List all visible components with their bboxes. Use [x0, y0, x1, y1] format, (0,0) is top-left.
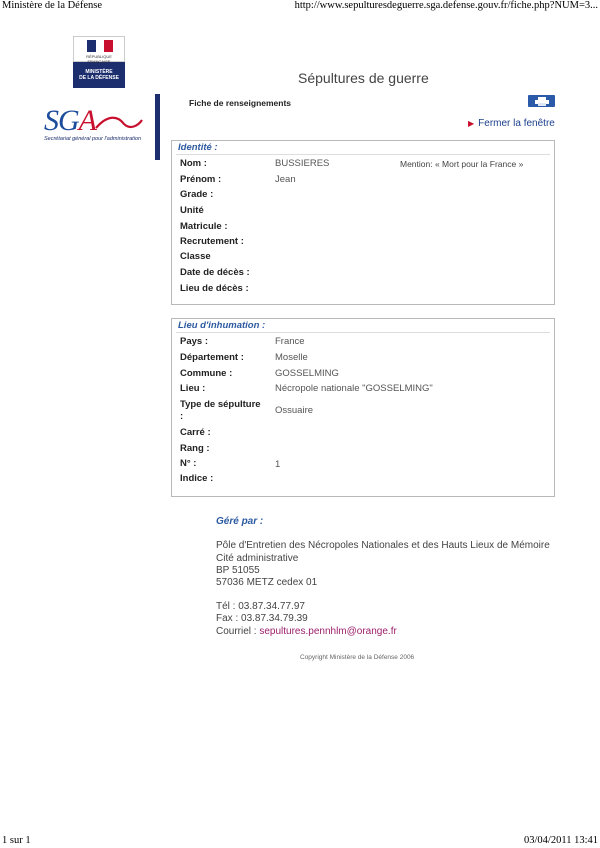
page-subtitle: Fiche de renseignements: [189, 98, 292, 108]
copyright: Copyright Ministère de la Défense 2006: [300, 654, 415, 661]
type-sepulture-value: Ossuaire: [275, 405, 314, 416]
burial-panel: [171, 318, 555, 497]
printer-icon: [535, 97, 549, 106]
commune-value: GOSSELMING: [275, 368, 339, 379]
email-label: Courriel :: [216, 626, 257, 637]
email-line: [216, 626, 397, 638]
commune-label: Commune :: [180, 368, 233, 379]
rang-label: Rang :: [180, 443, 210, 454]
close-window-link[interactable]: ▶ Fermer la fenêtre: [468, 118, 555, 129]
address-line-1: Cité administrative: [216, 553, 299, 564]
print-footer-date: 03/04/2011 13:41: [524, 835, 598, 846]
address-line-3: 57036 METZ cedex 01: [216, 577, 318, 588]
identity-panel: [171, 140, 555, 305]
numero-value: 1: [275, 459, 281, 470]
pays-value: France: [275, 336, 305, 347]
classe-label: Classe: [180, 251, 211, 262]
print-button[interactable]: [528, 95, 555, 107]
email-link[interactable]: sepultures.pennhlm@orange.fr: [259, 626, 397, 637]
indice-label: Indice :: [180, 473, 214, 484]
departement-label: Département :: [180, 352, 244, 363]
print-header-title: Ministère de la Défense: [2, 0, 103, 11]
recrutement-label: Recrutement :: [180, 236, 244, 247]
sga-logo: SGA Secrétariat général pour l'administration: [34, 94, 160, 160]
carre-label: Carré :: [180, 427, 211, 438]
grade-label: Grade :: [180, 189, 214, 200]
fax: Fax : 03.87.34.79.39: [216, 613, 308, 624]
matricule-label: Matricule :: [180, 221, 228, 232]
lieu-value: Nécropole nationale "GOSSELMING": [275, 383, 433, 394]
identity-title: Identité :: [178, 142, 218, 153]
type-sepulture-label-colon: :: [180, 411, 184, 422]
mention-value: Mention: « Mort pour la France »: [400, 159, 524, 169]
ministry-logo: RÉPUBLIQUE FRANÇAISE MINISTÈRE DE LA DÉFENSE: [73, 36, 125, 86]
pays-label: Pays :: [180, 336, 208, 347]
numero-label: N° :: [180, 458, 197, 469]
nom-value: BUSSIERES: [275, 158, 330, 169]
org-name: Pôle d'Entretien des Nécropoles Nationales et des Hauts Lieux de Mémoire: [216, 540, 550, 551]
departement-value: Moselle: [275, 352, 308, 363]
lieu-label: Lieu :: [180, 383, 206, 394]
arrow-right-icon: ▶: [468, 119, 475, 128]
managed-by-title: Géré par :: [216, 516, 264, 527]
date-deces-label: Date de décès :: [180, 267, 250, 278]
nom-label: Nom :: [180, 158, 207, 169]
burial-title: Lieu d'inhumation :: [178, 320, 266, 331]
prenom-label: Prénom :: [180, 174, 222, 185]
lieu-deces-label: Lieu de décès :: [180, 283, 249, 294]
phone: Tél : 03.87.34.77.97: [216, 601, 305, 612]
type-sepulture-label: Type de sépulture: [180, 399, 261, 410]
prenom-value: Jean: [275, 174, 296, 185]
unite-label: Unité: [180, 205, 204, 216]
print-header-url: http://www.sepulturesdeguerre.sga.defense.gouv.fr/fiche.php?NUM=3...: [294, 0, 598, 11]
page-title: Sépultures de guerre: [298, 70, 429, 86]
print-footer-page: 1 sur 1: [2, 835, 31, 846]
marianne-flag-icon: RÉPUBLIQUE FRANÇAISE: [73, 36, 125, 62]
address-line-2: BP 51055: [216, 565, 260, 576]
